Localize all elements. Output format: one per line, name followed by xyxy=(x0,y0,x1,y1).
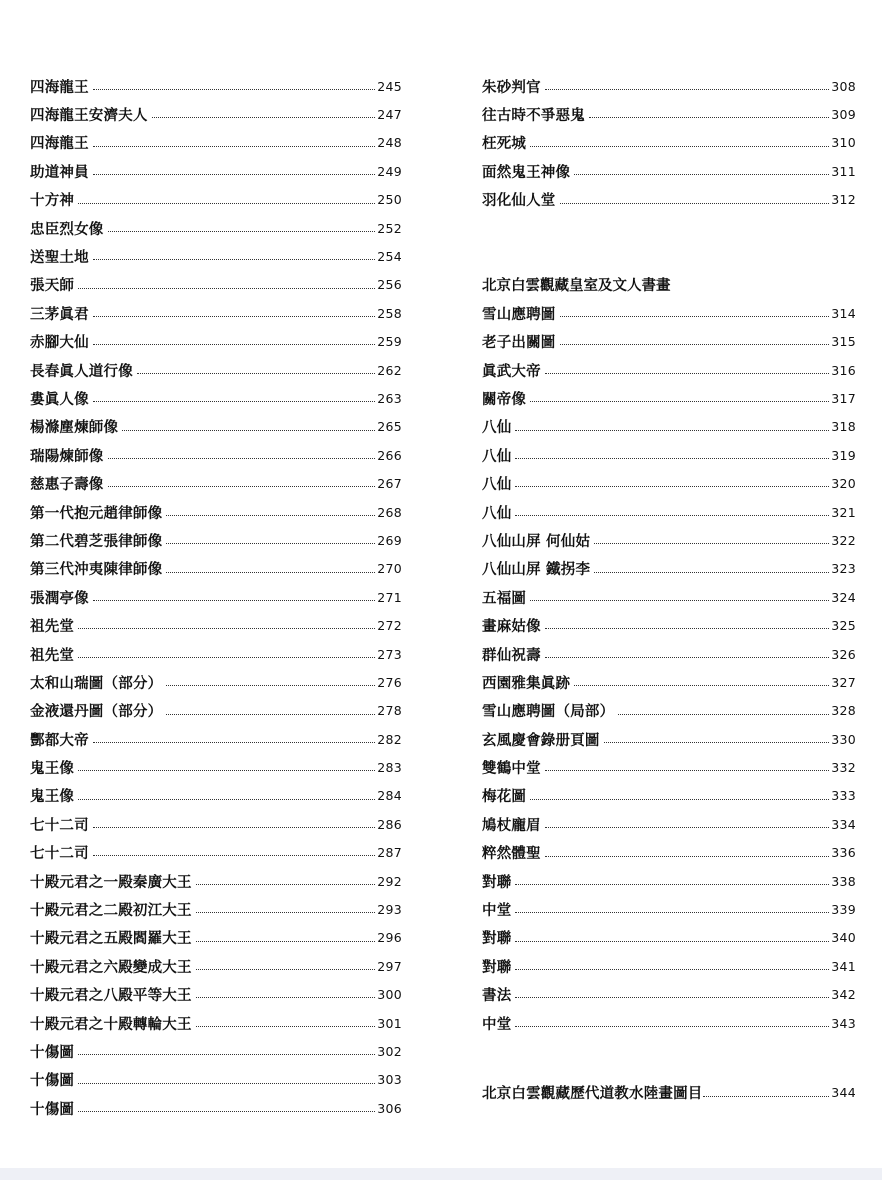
page-number: 267 xyxy=(377,476,402,492)
dot-leader xyxy=(530,585,829,601)
toc-entry[interactable] xyxy=(482,867,856,895)
section-heading-water-land: 北京白雲觀藏歷代道教水陸畫圖目 xyxy=(482,1085,703,1103)
toc-entry[interactable] xyxy=(30,924,402,952)
dot-leader xyxy=(545,358,829,374)
toc-entry[interactable] xyxy=(30,498,402,526)
dot-leader xyxy=(78,1040,375,1056)
entry-title: 中堂 xyxy=(482,1015,512,1033)
toc-entry-section2[interactable] xyxy=(482,1079,856,1107)
page-number: 256 xyxy=(377,277,402,293)
dot-leader xyxy=(93,330,375,346)
entry-title: 十殿元君之六殿變成大王 xyxy=(30,958,192,976)
page-number: 283 xyxy=(377,760,402,776)
entry-title: 中堂 xyxy=(482,902,512,920)
toc-entry[interactable] xyxy=(482,725,856,753)
dot-leader xyxy=(515,1011,829,1027)
entry-title: 八仙 xyxy=(482,447,512,465)
entry-title: 群仙祝壽 xyxy=(482,646,541,664)
page-number: 287 xyxy=(377,845,402,861)
entry-title: 十殿元君之一殿秦廣大王 xyxy=(30,873,192,891)
toc-right-top-list xyxy=(482,72,856,214)
toc-entry[interactable] xyxy=(482,356,856,384)
page-number: 245 xyxy=(377,78,402,94)
page-number: 270 xyxy=(377,561,402,577)
dot-leader xyxy=(574,160,829,176)
toc-entry[interactable] xyxy=(30,697,402,725)
entry-title: 三茅眞君 xyxy=(30,305,89,323)
dot-leader xyxy=(166,500,375,516)
page-number: 326 xyxy=(831,646,856,662)
dot-leader xyxy=(515,898,829,914)
page-number: 309 xyxy=(831,107,856,123)
entry-title: 五福圖 xyxy=(482,589,527,607)
entry-title: 對聯 xyxy=(482,958,512,976)
page-number: 332 xyxy=(831,760,856,776)
page-number: 333 xyxy=(831,788,856,804)
entry-title: 四海龍王 xyxy=(30,135,89,153)
page-number: 293 xyxy=(377,902,402,918)
entry-title: 送聖土地 xyxy=(30,249,89,267)
page-number: 263 xyxy=(377,390,402,406)
toc-entry[interactable] xyxy=(30,356,402,384)
toc-entry[interactable] xyxy=(30,441,402,469)
toc-entry[interactable] xyxy=(30,413,402,441)
page-number: 324 xyxy=(831,589,856,605)
page-number: 342 xyxy=(831,987,856,1003)
entry-title: 玄風慶會錄册頁圖 xyxy=(482,731,600,749)
dot-leader xyxy=(196,955,376,971)
dot-leader xyxy=(93,131,375,147)
entry-title: 祖先堂 xyxy=(30,646,75,664)
entry-title: 關帝像 xyxy=(482,391,527,408)
entry-title: 鬼王像 xyxy=(30,760,75,778)
dot-leader xyxy=(108,216,376,232)
toc-entry[interactable] xyxy=(482,782,856,810)
entry-title: 羽化仙人堂 xyxy=(482,192,556,210)
dot-leader xyxy=(152,103,376,119)
toc-entry[interactable] xyxy=(30,469,402,497)
page-number: 276 xyxy=(377,674,402,690)
page-number: 262 xyxy=(377,362,402,378)
entry-title: 酆都大帝 xyxy=(30,731,89,749)
dot-leader xyxy=(78,784,375,800)
toc-entry[interactable] xyxy=(30,271,402,299)
page-number: 340 xyxy=(831,930,856,946)
dot-leader xyxy=(604,727,830,743)
toc-entry[interactable] xyxy=(482,384,856,412)
page-number: 311 xyxy=(831,163,856,179)
dot-leader xyxy=(93,160,375,176)
toc-section1-list xyxy=(482,299,856,1037)
dot-leader xyxy=(166,557,375,573)
dot-leader xyxy=(78,642,375,658)
page-number: 247 xyxy=(377,107,402,123)
dot-leader xyxy=(93,302,375,318)
dot-leader xyxy=(560,330,830,346)
dot-leader xyxy=(93,74,375,90)
dot-leader xyxy=(196,1011,376,1027)
dot-leader xyxy=(515,926,829,942)
toc-entry[interactable] xyxy=(30,981,402,1009)
toc-entry[interactable] xyxy=(482,810,856,838)
entry-title: 對聯 xyxy=(482,930,512,948)
dot-leader xyxy=(560,188,830,204)
dot-leader xyxy=(594,557,829,573)
entry-title: 雪山應聘圖（局部） xyxy=(482,703,615,721)
entry-title: 十殿元君之五殿閻羅大王 xyxy=(30,930,192,948)
entry-title: 十殿元君之二殿初江大王 xyxy=(30,902,192,920)
dot-leader xyxy=(515,472,829,488)
entry-title: 張潤亭像 xyxy=(30,589,89,607)
page-number: 268 xyxy=(377,504,402,520)
page-number: 296 xyxy=(377,930,402,946)
page-number: 316 xyxy=(831,362,856,378)
page-number: 317 xyxy=(831,391,856,406)
toc-entry[interactable] xyxy=(30,72,402,100)
toc-entry[interactable] xyxy=(30,1066,402,1094)
toc-entry[interactable] xyxy=(30,526,402,554)
page-number: 292 xyxy=(377,873,402,889)
entry-title: 十方神 xyxy=(30,192,75,210)
toc-entry[interactable] xyxy=(482,611,856,639)
toc-entry[interactable] xyxy=(482,583,856,611)
page-number: 339 xyxy=(831,902,856,918)
toc-entry[interactable] xyxy=(482,839,856,867)
dot-leader xyxy=(137,358,375,374)
page-number: 314 xyxy=(831,305,856,321)
toc-entry[interactable] xyxy=(30,555,402,583)
entry-title: 雙鶴中堂 xyxy=(482,760,541,778)
toc-entry[interactable] xyxy=(482,469,856,497)
entry-title: 粹然體聖 xyxy=(482,845,541,863)
toc-entry[interactable] xyxy=(30,782,402,810)
page-number: 273 xyxy=(377,646,402,662)
toc-entry[interactable] xyxy=(482,129,856,157)
page-number: 284 xyxy=(377,788,402,804)
page-number: 312 xyxy=(831,192,856,208)
dot-leader xyxy=(78,1068,375,1084)
toc-entry[interactable] xyxy=(482,413,856,441)
toc-entry[interactable] xyxy=(30,839,402,867)
page-number: 325 xyxy=(831,618,856,634)
page-number: 310 xyxy=(831,135,856,151)
toc-entry[interactable] xyxy=(482,895,856,923)
entry-title: 長春眞人道行像 xyxy=(30,362,133,380)
page-number: 271 xyxy=(377,589,402,605)
page-bottom-strip xyxy=(0,1168,882,1180)
toc-entry[interactable] xyxy=(482,72,856,100)
dot-leader xyxy=(574,671,829,687)
entry-title: 四海龍王 xyxy=(30,78,89,96)
page-number: 258 xyxy=(377,305,402,321)
toc-entry[interactable] xyxy=(482,100,856,128)
toc-entry[interactable] xyxy=(482,697,856,725)
dot-leader xyxy=(166,671,375,687)
entry-title: 八仙 xyxy=(482,476,512,494)
dot-leader xyxy=(196,926,376,942)
toc-entry[interactable] xyxy=(482,555,856,583)
page-number: 254 xyxy=(377,249,402,265)
page-number: 301 xyxy=(377,1015,402,1031)
entry-title: 朱砂判官 xyxy=(482,78,541,96)
page-number: 282 xyxy=(377,731,402,747)
toc-entry[interactable] xyxy=(482,328,856,356)
entry-title: 婁眞人像 xyxy=(30,390,89,408)
page-number: 249 xyxy=(377,163,402,179)
dot-leader xyxy=(78,614,375,630)
section-spacer xyxy=(482,1037,856,1065)
page-number: 259 xyxy=(377,334,402,350)
toc-entry[interactable] xyxy=(30,753,402,781)
dot-leader xyxy=(515,415,829,431)
toc-entry[interactable] xyxy=(482,952,856,980)
toc-entry[interactable] xyxy=(482,186,856,214)
dot-leader xyxy=(545,74,829,90)
toc-entry[interactable] xyxy=(482,299,856,327)
dot-leader xyxy=(93,841,375,857)
entry-title: 金液還丹圖（部分） xyxy=(30,703,163,721)
entry-title: 瑞陽煉師像 xyxy=(30,447,104,465)
page-number: 318 xyxy=(831,419,856,435)
page-number: 323 xyxy=(831,561,856,577)
entry-title: 雪山應聘圖 xyxy=(482,305,556,323)
toc-entry[interactable] xyxy=(482,498,856,526)
toc-entry[interactable] xyxy=(30,384,402,412)
entry-title: 對聯 xyxy=(482,873,512,891)
dot-leader xyxy=(589,103,829,119)
entry-title: 第三代沖夷陳律師像 xyxy=(30,561,163,579)
entry-title: 太和山瑞圖（部分） xyxy=(30,674,163,692)
toc-entry[interactable] xyxy=(482,1009,856,1037)
toc-entry[interactable] xyxy=(482,924,856,952)
dot-leader xyxy=(530,784,829,800)
page-number: 250 xyxy=(377,192,402,208)
entry-title: 梅花圖 xyxy=(482,788,527,806)
entry-title: 面然鬼王神像 xyxy=(482,163,571,181)
dot-leader xyxy=(515,869,829,885)
dot-leader xyxy=(530,131,829,147)
dot-leader xyxy=(545,614,829,630)
dot-leader xyxy=(108,444,376,460)
page-number: 303 xyxy=(377,1072,402,1088)
dot-leader xyxy=(93,245,375,261)
page-number: 266 xyxy=(377,447,402,463)
dot-leader xyxy=(703,1081,830,1097)
section-spacer xyxy=(482,214,856,271)
dot-leader xyxy=(545,813,829,829)
dot-leader xyxy=(515,955,829,971)
dot-leader xyxy=(618,699,829,715)
entry-title: 助道神員 xyxy=(30,163,89,181)
entry-title: 書法 xyxy=(482,987,512,1005)
dot-leader xyxy=(78,273,375,289)
toc-entry[interactable] xyxy=(482,753,856,781)
page-number: 328 xyxy=(831,703,856,719)
entry-title: 十傷圖 xyxy=(30,1043,75,1061)
toc-entry[interactable] xyxy=(30,299,402,327)
toc-entry[interactable] xyxy=(482,668,856,696)
toc-entry[interactable] xyxy=(30,157,402,185)
page-number: 343 xyxy=(831,1015,856,1031)
dot-leader xyxy=(515,444,829,460)
toc-entry[interactable] xyxy=(30,1037,402,1065)
page-number: 320 xyxy=(831,476,856,492)
dot-leader xyxy=(545,642,829,658)
page-number: 336 xyxy=(831,845,856,861)
dot-leader xyxy=(196,898,376,914)
entry-title: 忠臣烈女像 xyxy=(30,220,104,238)
entry-title: 八仙山屏 何仙姑 xyxy=(482,532,591,550)
dot-leader xyxy=(93,585,375,601)
page-number: 269 xyxy=(377,532,402,548)
entry-title: 十殿元君之十殿轉輪大王 xyxy=(30,1015,192,1033)
dot-leader xyxy=(594,529,829,545)
toc-entry[interactable] xyxy=(30,611,402,639)
dot-leader xyxy=(78,188,375,204)
entry-title: 慈惠子壽像 xyxy=(30,476,104,494)
toc-entry[interactable] xyxy=(482,640,856,668)
toc-entry[interactable] xyxy=(30,214,402,242)
dot-leader xyxy=(196,869,376,885)
entry-title: 八仙 xyxy=(482,504,512,522)
toc-entry[interactable] xyxy=(30,725,402,753)
entry-title: 畫麻姑像 xyxy=(482,618,541,636)
toc-entry[interactable] xyxy=(30,583,402,611)
dot-leader xyxy=(560,302,830,318)
toc-entry[interactable] xyxy=(30,1009,402,1037)
dot-leader xyxy=(93,727,375,743)
dot-leader xyxy=(93,387,375,403)
entry-title: 眞武大帝 xyxy=(482,362,541,380)
page-number: 252 xyxy=(377,220,402,236)
dot-leader xyxy=(108,472,376,488)
entry-title: 祖先堂 xyxy=(30,618,75,636)
toc-entry[interactable] xyxy=(30,867,402,895)
page-number: 341 xyxy=(831,958,856,974)
toc-entry[interactable] xyxy=(482,981,856,1009)
entry-title: 鳩杖龐眉 xyxy=(482,816,541,834)
dot-leader xyxy=(515,983,829,999)
dot-leader xyxy=(545,841,829,857)
dot-leader xyxy=(93,813,375,829)
page-number: 297 xyxy=(377,958,402,974)
toc-left-column xyxy=(30,72,402,1122)
page-number: 302 xyxy=(377,1043,402,1059)
toc-entry[interactable] xyxy=(482,441,856,469)
dot-leader xyxy=(545,756,829,772)
dot-leader xyxy=(196,983,376,999)
entry-title: 張天師 xyxy=(30,277,75,295)
dot-leader xyxy=(78,1097,375,1113)
toc-entry[interactable] xyxy=(30,810,402,838)
toc-right-column xyxy=(482,72,856,1107)
page-number: 248 xyxy=(377,135,402,151)
page-number: 334 xyxy=(831,816,856,832)
dot-leader xyxy=(515,500,829,516)
entry-title: 老子出關圖 xyxy=(482,334,556,352)
dot-leader xyxy=(166,529,375,545)
toc-entry[interactable] xyxy=(30,186,402,214)
dot-leader xyxy=(78,756,375,772)
toc-entry[interactable] xyxy=(30,1094,402,1122)
page-number: 306 xyxy=(377,1100,402,1116)
entry-title: 西園雅集眞跡 xyxy=(482,674,571,692)
page-number: 344 xyxy=(831,1085,856,1101)
entry-title: 楊滌塵煉師像 xyxy=(30,419,119,437)
section-heading-royal-literati: 北京白雲觀藏皇室及文人書畫 xyxy=(482,277,671,295)
entry-title: 赤腳大仙 xyxy=(30,334,89,352)
page-number: 308 xyxy=(831,78,856,94)
page-number: 327 xyxy=(831,674,856,690)
dot-leader xyxy=(530,387,829,403)
page-number: 330 xyxy=(831,731,856,747)
page-number: 272 xyxy=(377,618,402,634)
entry-title: 鬼王像 xyxy=(30,788,75,806)
toc-entry[interactable] xyxy=(482,157,856,185)
toc-entry[interactable] xyxy=(30,242,402,270)
page-number: 319 xyxy=(831,447,856,463)
entry-title: 十傷圖 xyxy=(30,1100,75,1118)
page-number: 321 xyxy=(831,504,856,520)
entry-title: 八仙 xyxy=(482,419,512,437)
toc-entry[interactable] xyxy=(30,640,402,668)
entry-title: 往古時不爭惡鬼 xyxy=(482,107,585,125)
toc-entry[interactable] xyxy=(30,129,402,157)
page-number: 322 xyxy=(831,532,856,548)
toc-entry[interactable] xyxy=(30,952,402,980)
entry-title: 十殿元君之八殿平等大王 xyxy=(30,987,192,1005)
toc-entry[interactable] xyxy=(30,895,402,923)
entry-title: 七十二司 xyxy=(30,816,89,834)
toc-entry[interactable] xyxy=(30,328,402,356)
toc-entry[interactable] xyxy=(30,668,402,696)
entry-title: 枉死城 xyxy=(482,135,527,153)
page-number: 338 xyxy=(831,873,856,889)
toc-entry[interactable] xyxy=(482,526,856,554)
entry-title: 七十二司 xyxy=(30,845,89,863)
page-number: 278 xyxy=(377,703,402,719)
entry-title: 四海龍王安濟夫人 xyxy=(30,107,148,125)
entry-title: 第一代抱元趙律師像 xyxy=(30,504,163,522)
entry-title: 八仙山屏 鐵拐李 xyxy=(482,561,591,579)
page-number: 300 xyxy=(377,987,402,1003)
dot-leader xyxy=(166,699,375,715)
toc-entry[interactable] xyxy=(30,100,402,128)
dot-leader xyxy=(122,415,375,431)
page-number: 265 xyxy=(377,419,402,435)
page-number: 315 xyxy=(831,334,856,350)
entry-title: 第二代碧芝張律師像 xyxy=(30,532,163,550)
entry-title: 十傷圖 xyxy=(30,1072,75,1090)
page-number: 286 xyxy=(377,816,402,832)
